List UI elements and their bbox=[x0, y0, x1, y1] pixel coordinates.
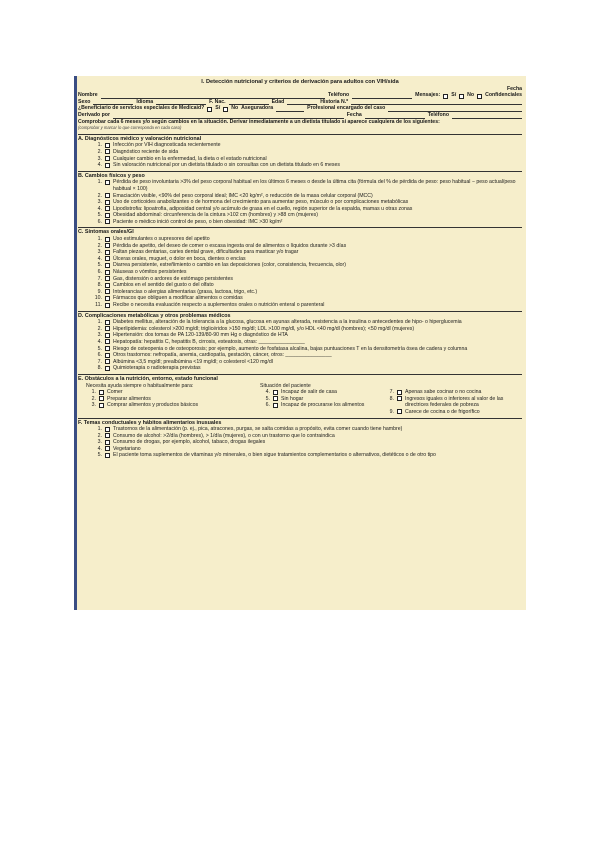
item-checkbox[interactable] bbox=[397, 409, 402, 414]
item-number: 1. bbox=[97, 236, 102, 243]
item-number: 1. bbox=[97, 426, 102, 433]
item-number: 9. bbox=[389, 408, 394, 415]
item-text: Diagnóstico reciente de sida bbox=[113, 148, 179, 155]
item-text: Fármacos que obliguen a modificar alimentos o comidas bbox=[113, 295, 243, 302]
left-accent-bar bbox=[74, 76, 77, 610]
item-checkbox[interactable] bbox=[105, 219, 110, 224]
item-text: Consumo de alcohol: >2/día (hombres), > 1/día (mujeres), o con un trastorno que lo contraindica bbox=[113, 432, 335, 439]
item-text: Hepatopatía: hepatitis C, hepatitis B, cirrosis, esteatosis, otras: ________________ bbox=[113, 338, 305, 345]
section-1 bbox=[78, 171, 522, 226]
item-number: 9. bbox=[97, 288, 102, 295]
row-medicaid: ¿Beneficiario de servicios especiales de Medicaid? Sí No Aseguradora Profesional encargado del caso bbox=[78, 105, 522, 112]
item-number: 5. bbox=[265, 395, 270, 402]
item-number: 11. bbox=[95, 302, 102, 308]
section-title: D. Complicaciones metabólicas y otros problemas médicos bbox=[78, 312, 231, 319]
checklist-item bbox=[78, 295, 522, 302]
section-e-col3 bbox=[376, 383, 522, 416]
item-text: Emaciación visible, <90% del peso corporal ideal; IMC <20 kg/m², o reducción de la masa celular corporal (MCC) bbox=[113, 192, 373, 199]
item-checkbox[interactable] bbox=[273, 390, 278, 395]
item-text: Diarrea persistente, estreñimiento o cambio en las deposiciones (color, consistencia, frecuencia, olor) bbox=[113, 262, 346, 269]
checklist-item bbox=[376, 389, 522, 396]
item-checkbox[interactable] bbox=[105, 149, 110, 154]
derivado-field[interactable] bbox=[113, 113, 344, 119]
item-checkbox[interactable] bbox=[105, 320, 110, 325]
item-text: Incapaz de salir de casa bbox=[281, 389, 337, 396]
item-number: 4. bbox=[265, 389, 270, 396]
row-nombre: Nombre Teléfono Mensajes: Sí No Confidenciales bbox=[78, 92, 522, 99]
checklist-item bbox=[78, 389, 248, 396]
item-number: 7. bbox=[97, 275, 102, 282]
checklist-item bbox=[78, 219, 522, 226]
fecha-label: Fecha bbox=[507, 85, 522, 92]
item-checkbox[interactable] bbox=[105, 446, 110, 451]
item-number: 1. bbox=[97, 142, 102, 149]
checklist-item bbox=[78, 302, 522, 309]
item-number: 4. bbox=[97, 338, 102, 345]
checklist-item bbox=[78, 282, 522, 289]
checklist-item bbox=[78, 402, 248, 409]
item-text: Cualquier cambio en la enfermedad, la dieta o el estado nutricional bbox=[113, 155, 267, 162]
section-title: C. Síntomas orales/GI bbox=[78, 229, 134, 236]
item-text: Uso estimulantes o supresores del apetito bbox=[113, 236, 210, 243]
item-number: 5. bbox=[97, 345, 102, 352]
item-number: 7. bbox=[97, 358, 102, 365]
item-text: Intolerancias o alergias alimentarias (grasa, lactosa, trigo, etc.) bbox=[113, 288, 258, 295]
checklist-item bbox=[78, 426, 522, 433]
section-f-items bbox=[78, 426, 522, 459]
item-number: 7. bbox=[389, 389, 394, 396]
section-f bbox=[78, 418, 522, 460]
item-number: 3. bbox=[97, 155, 102, 162]
item-text: Diabetes mellitus, alteración de la tolerancia a la glucosa, glucosa en ayunas alterada, resistencia a la insulina o antecedentes de hipo- o hiperglucemia bbox=[113, 319, 462, 326]
confidenciales-checkbox[interactable] bbox=[477, 94, 482, 99]
item-text: Recibe o necesita evaluación respecto a suplementos orales o nutrición enteral o parenteral bbox=[113, 302, 325, 308]
checklist-item bbox=[252, 402, 372, 409]
item-number: 5. bbox=[97, 212, 102, 219]
section-3 bbox=[78, 311, 522, 372]
item-checkbox[interactable] bbox=[105, 289, 110, 294]
checklist-item bbox=[78, 249, 522, 256]
item-number: 10. bbox=[94, 295, 102, 302]
item-number: 3. bbox=[97, 249, 102, 256]
checklist-item bbox=[252, 396, 372, 403]
item-number: 2. bbox=[97, 325, 102, 332]
item-number: 4. bbox=[97, 205, 102, 212]
section-title: A. Diagnósticos médico y valoración nutricional bbox=[78, 135, 202, 142]
section-e-col1-head: Necesita ayuda siempre o habitualmente para: bbox=[86, 382, 194, 389]
item-text: Náuseas o vómitos persistentes bbox=[113, 269, 187, 276]
item-checkbox[interactable] bbox=[105, 193, 110, 198]
checklist-item bbox=[78, 262, 522, 269]
item-text: Pérdida de peso involuntaria >3% del peso corporal habitual en los últimos 6 meses o desde la última cita (fórmula del % de pérdida de peso: peso habitual − peso actual/peso habitual × 100) bbox=[113, 179, 516, 192]
section-e-title: E. Obstáculos a la nutrición, entorno, estado funcional bbox=[78, 375, 218, 382]
checklist-item bbox=[78, 452, 522, 459]
item-checkbox[interactable] bbox=[105, 326, 110, 331]
item-checkbox[interactable] bbox=[99, 390, 104, 395]
item-text: Comprar alimentos y productos básicos bbox=[107, 402, 199, 409]
instruction-text: Comprobar cada 6 meses y/o según cambios en la situación. Derivar inmediatamente a un dietista titulado si aparece cualquiera de los siguientes: bbox=[78, 118, 440, 125]
item-number: 6. bbox=[97, 352, 102, 359]
checklist-item bbox=[78, 439, 522, 446]
item-text: El paciente toma suplementos de vitaminas y/o minerales, o bien sigue tratamientos complementarios o alternativos, dietéticos o de otro tipo bbox=[113, 452, 436, 459]
checklist-item bbox=[78, 162, 522, 169]
mensajes-no-checkbox[interactable] bbox=[459, 94, 464, 99]
section-e bbox=[78, 374, 522, 416]
item-number: 4. bbox=[97, 445, 102, 452]
checklist-item bbox=[376, 409, 522, 416]
item-text: Úlceras orales, muguet, o dolor en boca, dientes o encías bbox=[113, 255, 246, 262]
item-number: 1. bbox=[97, 179, 102, 186]
item-number: 2. bbox=[91, 395, 96, 402]
item-text: Apenas sabe cocinar o no cocina bbox=[405, 389, 482, 396]
item-checkbox[interactable] bbox=[105, 453, 110, 458]
checklist-item bbox=[78, 156, 522, 163]
section-e-col2-head: Situación del paciente bbox=[260, 382, 311, 389]
checklist-item bbox=[78, 236, 522, 243]
item-number: 2. bbox=[97, 148, 102, 155]
item-checkbox[interactable] bbox=[105, 359, 110, 364]
item-checkbox[interactable] bbox=[105, 427, 110, 432]
checklist-item bbox=[78, 352, 522, 359]
item-number: 2. bbox=[97, 432, 102, 439]
item-text: Hipertensión: dos tomas de PA 120-139/80-90 mm Hg o diagnóstico de HTA bbox=[113, 332, 288, 339]
item-checkbox[interactable] bbox=[105, 276, 110, 281]
item-number: 8. bbox=[97, 365, 102, 372]
item-checkbox[interactable] bbox=[105, 283, 110, 288]
checklist-item bbox=[78, 206, 522, 213]
item-text: Sin hogar bbox=[281, 395, 304, 402]
section-e-col2 bbox=[252, 383, 372, 416]
item-text: Consumo de drogas, por ejemplo, alcohol, tabaco, drogas ilegales bbox=[113, 439, 266, 446]
item-number: 8. bbox=[389, 395, 394, 402]
checklist-item bbox=[78, 332, 522, 339]
checklist-item bbox=[78, 289, 522, 296]
item-text: Carece de cocina o de frigorífico bbox=[405, 408, 480, 415]
checklist-item bbox=[78, 365, 522, 372]
item-number: 8. bbox=[97, 282, 102, 289]
item-checkbox[interactable] bbox=[105, 243, 110, 248]
item-text: Riesgo de osteopenia o de osteoporosis; por ejemplo, aumento de fosfatasa alcalina, bajas puntuaciones T en la densitometría ósea de cadera y columna bbox=[113, 345, 468, 352]
item-text: Comer bbox=[107, 389, 123, 396]
item-checkbox[interactable] bbox=[105, 256, 110, 261]
checklist-item bbox=[78, 256, 522, 263]
item-number: 4. bbox=[97, 255, 102, 262]
item-checkbox[interactable] bbox=[105, 366, 110, 371]
item-number: 1. bbox=[97, 319, 102, 326]
derivado-telefono-field[interactable] bbox=[452, 113, 522, 119]
item-checkbox[interactable] bbox=[105, 353, 110, 358]
item-number: 3. bbox=[97, 332, 102, 339]
checklist-item bbox=[78, 199, 522, 206]
item-checkbox[interactable] bbox=[273, 396, 278, 401]
item-checkbox[interactable] bbox=[105, 433, 110, 438]
checklist-item bbox=[78, 319, 522, 326]
section-f-title: F. Temas conductuales y hábitos alimentarios inusuales bbox=[78, 419, 222, 426]
checklist-item bbox=[78, 359, 522, 366]
item-text: Cambios en el sentido del gusto o del olfato bbox=[113, 282, 214, 289]
item-number: 3. bbox=[97, 439, 102, 446]
item-number: 6. bbox=[97, 218, 102, 225]
item-checkbox[interactable] bbox=[397, 390, 402, 395]
checklist-item bbox=[78, 212, 522, 219]
item-checkbox[interactable] bbox=[105, 237, 110, 242]
form-sheet bbox=[74, 76, 526, 610]
medicaid-si-checkbox[interactable] bbox=[207, 107, 212, 112]
item-number: 2. bbox=[97, 192, 102, 199]
item-text: Hiperlipidemia: colesterol >200 mg/dl; triglicéridos >150 mg/dl; LDL >100 mg/dl, y/o HDL <40 mg/dl (hombres); <50 mg/dl (mujeres) bbox=[113, 325, 415, 332]
item-checkbox[interactable] bbox=[105, 163, 110, 168]
checklist-item bbox=[78, 269, 522, 276]
item-text: Uso de corticoides anabolizantes o de hormona del crecimiento para aumentar peso, músculo o por complicaciones metabólicas bbox=[113, 199, 409, 206]
item-text: Vegetariano bbox=[113, 445, 141, 452]
profesional-field[interactable] bbox=[388, 106, 522, 112]
row-sexo: Sexo Idioma F. Nac. Edad Historia N.º bbox=[78, 99, 522, 106]
item-number: 1. bbox=[91, 389, 96, 396]
checklist-item bbox=[78, 193, 522, 200]
derivado-fecha-field[interactable] bbox=[365, 113, 425, 119]
item-number: 2. bbox=[97, 242, 102, 249]
item-text: Sin valoración nutricional por un dietista titulado o sin consultas con un dietista titulado en 6 meses bbox=[113, 162, 340, 169]
checklist-item bbox=[78, 179, 522, 192]
checklist-item bbox=[78, 149, 522, 156]
checklist-item bbox=[78, 339, 522, 346]
item-checkbox[interactable] bbox=[105, 263, 110, 268]
form-title: I. Detección nutricional y criterios de derivación para adultos con VIH/sida bbox=[201, 79, 399, 85]
item-text: Trastornos de la alimentación (p. ej., pica, atracones, purgas, se salta comidas a propósito, evita comer cuando tiene hambre) bbox=[113, 426, 403, 433]
item-number: 6. bbox=[265, 402, 270, 409]
mensajes-si-checkbox[interactable] bbox=[443, 94, 448, 99]
checklist-item bbox=[78, 276, 522, 283]
item-number: 3. bbox=[97, 199, 102, 206]
telefono-field[interactable] bbox=[352, 93, 412, 99]
checklist-item bbox=[78, 243, 522, 250]
item-checkbox[interactable] bbox=[105, 143, 110, 148]
row-derivado: Derivado por Fecha Teléfono bbox=[78, 112, 522, 119]
aseguradora-field[interactable] bbox=[276, 106, 304, 112]
item-checkbox[interactable] bbox=[105, 200, 110, 205]
item-text: Albúmina <3,5 mg/dl; prealbúmina <19 mg/dl; o colesterol <120 mg/dl bbox=[113, 358, 273, 365]
item-text: Pérdida de apetito, del deseo de comer o escasa ingesta oral de alimentos o líquidos durante >3 días bbox=[113, 242, 347, 249]
item-text: Paciente o médico inició control de peso, o bien obesidad: IMC >30 kg/m² bbox=[113, 218, 283, 225]
item-text: Obesidad abdominal: circunferencia de la cintura >102 cm (hombres) y >88 cm (mujeres) bbox=[113, 212, 318, 219]
checklist-item bbox=[78, 326, 522, 333]
sections-container bbox=[78, 134, 522, 372]
item-checkbox[interactable] bbox=[273, 403, 278, 408]
item-checkbox[interactable] bbox=[105, 206, 110, 211]
item-checkbox[interactable] bbox=[397, 396, 402, 401]
item-text: Otros trastornos: nefropatía, anemia, cardiopatía, gestación, cáncer, otros: ________________ bbox=[113, 352, 332, 359]
item-checkbox[interactable] bbox=[99, 403, 104, 408]
section-0 bbox=[78, 134, 522, 169]
section-e-col1 bbox=[78, 383, 248, 416]
item-checkbox[interactable] bbox=[99, 396, 104, 401]
item-text: Infección por VIH diagnosticada recientemente bbox=[113, 142, 221, 149]
item-checkbox[interactable] bbox=[105, 296, 110, 301]
item-checkbox[interactable] bbox=[105, 250, 110, 255]
item-text: Faltan piezas dentarias, caries dental grave, dificultades para masticar y/o tragar bbox=[113, 249, 299, 256]
item-checkbox[interactable] bbox=[105, 156, 110, 161]
item-checkbox[interactable] bbox=[105, 270, 110, 275]
checklist-item bbox=[376, 396, 522, 409]
item-checkbox[interactable] bbox=[105, 440, 110, 445]
item-text: Quimioterapia o radioterapia previstas bbox=[113, 365, 201, 372]
item-number: 5. bbox=[97, 452, 102, 459]
checklist-item bbox=[78, 446, 522, 453]
item-checkbox[interactable] bbox=[105, 346, 110, 351]
item-number: 5. bbox=[97, 262, 102, 269]
checklist-item bbox=[78, 396, 248, 403]
item-checkbox[interactable] bbox=[105, 213, 110, 218]
item-number: 6. bbox=[97, 269, 102, 276]
instruction-note: (comprobar y marcar lo que corresponda en cada caso) bbox=[78, 125, 182, 131]
checklist-item bbox=[78, 346, 522, 353]
item-checkbox[interactable] bbox=[105, 180, 110, 185]
item-text: Incapaz de procurarse los alimentos bbox=[281, 402, 365, 409]
item-text: Gas, distensión o ardores de estómago persistentes bbox=[113, 275, 233, 282]
checklist-item bbox=[78, 433, 522, 440]
item-checkbox[interactable] bbox=[105, 333, 110, 338]
item-checkbox[interactable] bbox=[105, 303, 110, 308]
item-text: Preparar alimentos bbox=[107, 395, 151, 402]
item-number: 4. bbox=[97, 162, 102, 169]
section-2 bbox=[78, 227, 522, 308]
item-number: 3. bbox=[91, 402, 96, 409]
section-title: B. Cambios físicos y peso bbox=[78, 172, 145, 179]
item-text: Ingresos iguales o inferiores al valor de las directrices federales de pobreza bbox=[405, 395, 504, 409]
item-checkbox[interactable] bbox=[105, 339, 110, 344]
checklist-item bbox=[252, 389, 372, 396]
checklist-item bbox=[78, 142, 522, 149]
medicaid-no-checkbox[interactable] bbox=[223, 107, 228, 112]
item-text: Lipodistrofia: lipoatrofia, adiposidad central y/o acúmulo de grasa en el cuello, región superior de la espalda, mamas u otras zonas bbox=[113, 205, 413, 212]
